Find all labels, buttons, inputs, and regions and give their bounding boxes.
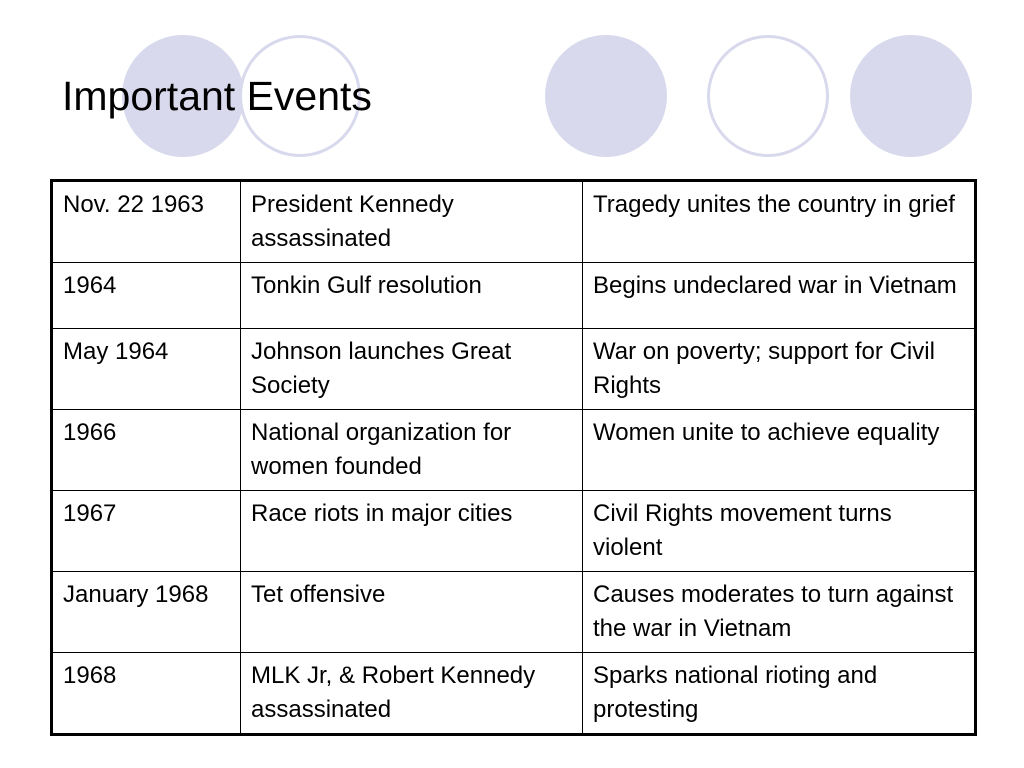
impact-cell: War on poverty; support for Civil Rights (583, 329, 976, 410)
table-row (52, 491, 976, 572)
impact-cell: Sparks national rioting and protesting (583, 653, 976, 735)
table-row (52, 181, 976, 263)
table-row (52, 329, 976, 410)
table-row (52, 410, 976, 491)
impact-cell: Women unite to achieve equality (583, 410, 976, 491)
event-cell: Tonkin Gulf resolution (241, 263, 583, 329)
date-cell: 1967 (52, 491, 241, 572)
decorative-circle-5 (850, 35, 972, 157)
event-cell: Race riots in major cities (241, 491, 583, 572)
date-cell: 1964 (52, 263, 241, 329)
date-cell: January 1968 (52, 572, 241, 653)
slide-title: Important Events (62, 73, 372, 119)
event-cell: Tet offensive (241, 572, 583, 653)
impact-cell: Tragedy unites the country in grief (583, 181, 976, 263)
table-row (52, 572, 976, 653)
event-cell: National organization for women founded (241, 410, 583, 491)
date-cell: May 1964 (52, 329, 241, 410)
table-row (52, 263, 976, 329)
events-table (50, 179, 977, 736)
date-cell: Nov. 22 1963 (52, 181, 241, 263)
decorative-circle-4 (707, 35, 829, 157)
decorative-circle-3 (545, 35, 667, 157)
table-row (52, 653, 976, 735)
impact-cell: Begins undeclared war in Vietnam (583, 263, 976, 329)
date-cell: 1968 (52, 653, 241, 735)
event-cell: Johnson launches Great Society (241, 329, 583, 410)
impact-cell: Causes moderates to turn against the war in Vietnam (583, 572, 976, 653)
event-cell: President Kennedy assassinated (241, 181, 583, 263)
impact-cell: Civil Rights movement turns violent (583, 491, 976, 572)
event-cell: MLK Jr, & Robert Kennedy assassinated (241, 653, 583, 735)
date-cell: 1966 (52, 410, 241, 491)
